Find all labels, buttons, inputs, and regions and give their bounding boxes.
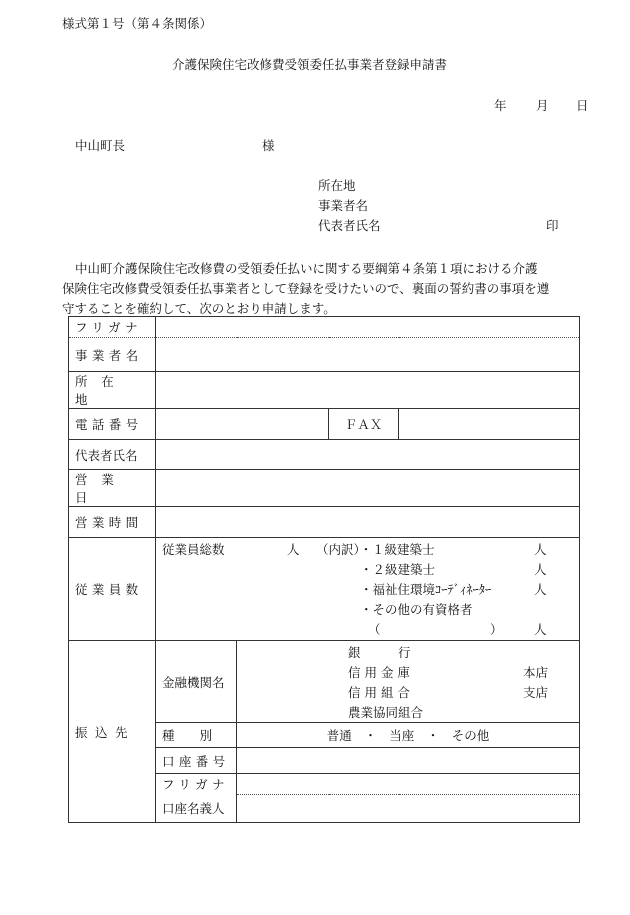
seal-mark[interactable]: 印	[546, 218, 559, 233]
application-table	[68, 316, 580, 823]
form-number: 様式第１号（第４条関係）	[62, 16, 213, 31]
branch-label: 支店	[523, 685, 549, 700]
qual-other: ・その他の有資格者	[360, 602, 473, 617]
phone-field[interactable]	[156, 409, 329, 440]
transfer-label: 振込先	[69, 641, 156, 823]
business-name-label: 事業者名	[69, 338, 156, 372]
business-hours-field[interactable]	[156, 507, 580, 538]
bank-type-bank: 銀 行	[348, 645, 411, 660]
head-office-label: 本店	[523, 665, 549, 680]
applicant-address-label: 所在地	[318, 178, 356, 193]
applicant-rep-label: 代表者氏名	[318, 218, 381, 233]
location-label: 所在地	[69, 372, 156, 409]
employees-field[interactable]	[156, 538, 580, 641]
bank-type-shinkin: 信 用 金 庫	[348, 665, 410, 680]
applicant-business-label: 事業者名	[318, 198, 369, 213]
addressee-honorific: 様	[262, 138, 275, 153]
qual-second-class: ・２級建築士	[360, 562, 436, 577]
account-holder-label: 口座名義人	[156, 795, 237, 823]
bank-type-credit-union: 信 用 組 合	[348, 685, 410, 700]
employees-total-label: 従業員総数	[162, 542, 225, 557]
body-line-1: 中山町介護保険住宅改修費の受領委任払いに関する要綱第４条第１項における介護	[75, 261, 538, 276]
account-type-label: 種 別	[156, 723, 237, 748]
furigana-label: フリガナ	[69, 317, 156, 338]
bank-name-field[interactable]	[237, 641, 580, 723]
bank-name-label: 金融機関名	[156, 641, 237, 723]
qual-coordinator: ・福祉住環境ｺｰﾃﾞｨﾈｰﾀｰ	[360, 582, 492, 597]
account-number-label: 口座番号	[156, 748, 237, 774]
fax-label: ＦＡＸ	[329, 409, 399, 440]
business-name-field[interactable]	[156, 338, 580, 372]
location-field[interactable]	[156, 372, 580, 409]
rep-name-field[interactable]	[156, 440, 580, 470]
account-number-field[interactable]	[237, 748, 580, 774]
account-type-options[interactable]: 普通 ・ 当座 ・ その他	[237, 723, 580, 748]
date-month[interactable]: 月	[536, 98, 549, 113]
qual-other-paren-open: （	[368, 622, 381, 637]
business-hours-label: 営業時間	[69, 507, 156, 538]
qual-first-class: １級建築士	[372, 542, 435, 557]
date-day[interactable]: 日	[576, 98, 589, 113]
qual-second-class-unit: 人	[534, 562, 547, 577]
body-line-3: 守することを確約して、次のとおり申請します。	[62, 301, 336, 316]
business-days-label: 営業日	[69, 470, 156, 507]
employees-breakdown-label: （内訳）・	[316, 542, 373, 557]
addressee-name: 中山町長	[75, 138, 126, 153]
fax-field[interactable]	[399, 409, 580, 440]
phone-label: 電話番号	[69, 409, 156, 440]
holder-furigana-field[interactable]	[237, 774, 580, 795]
furigana-field[interactable]	[156, 317, 580, 338]
qual-other-unit: 人	[534, 622, 547, 637]
form-title: 介護保険住宅改修費受領委任払事業者登録申請書	[172, 57, 448, 72]
account-holder-field[interactable]	[237, 795, 580, 823]
employees-total-unit: 人	[287, 542, 300, 557]
qual-other-paren-close: ）	[490, 622, 503, 637]
employees-label: 従業員数	[69, 538, 156, 641]
rep-name-label: 代表者氏名	[69, 440, 156, 470]
qual-first-class-unit: 人	[534, 542, 547, 557]
date-year[interactable]: 年	[494, 98, 507, 113]
holder-furigana-label: フリガナ	[156, 774, 237, 795]
bank-type-agri-coop: 農業協同組合	[348, 705, 424, 720]
body-line-2: 保険住宅改修費受領委任払事業者として登録を受けたいので、裏面の誓約書の事項を遵	[62, 281, 550, 296]
business-days-field[interactable]	[156, 470, 580, 507]
qual-coordinator-unit: 人	[534, 582, 547, 597]
